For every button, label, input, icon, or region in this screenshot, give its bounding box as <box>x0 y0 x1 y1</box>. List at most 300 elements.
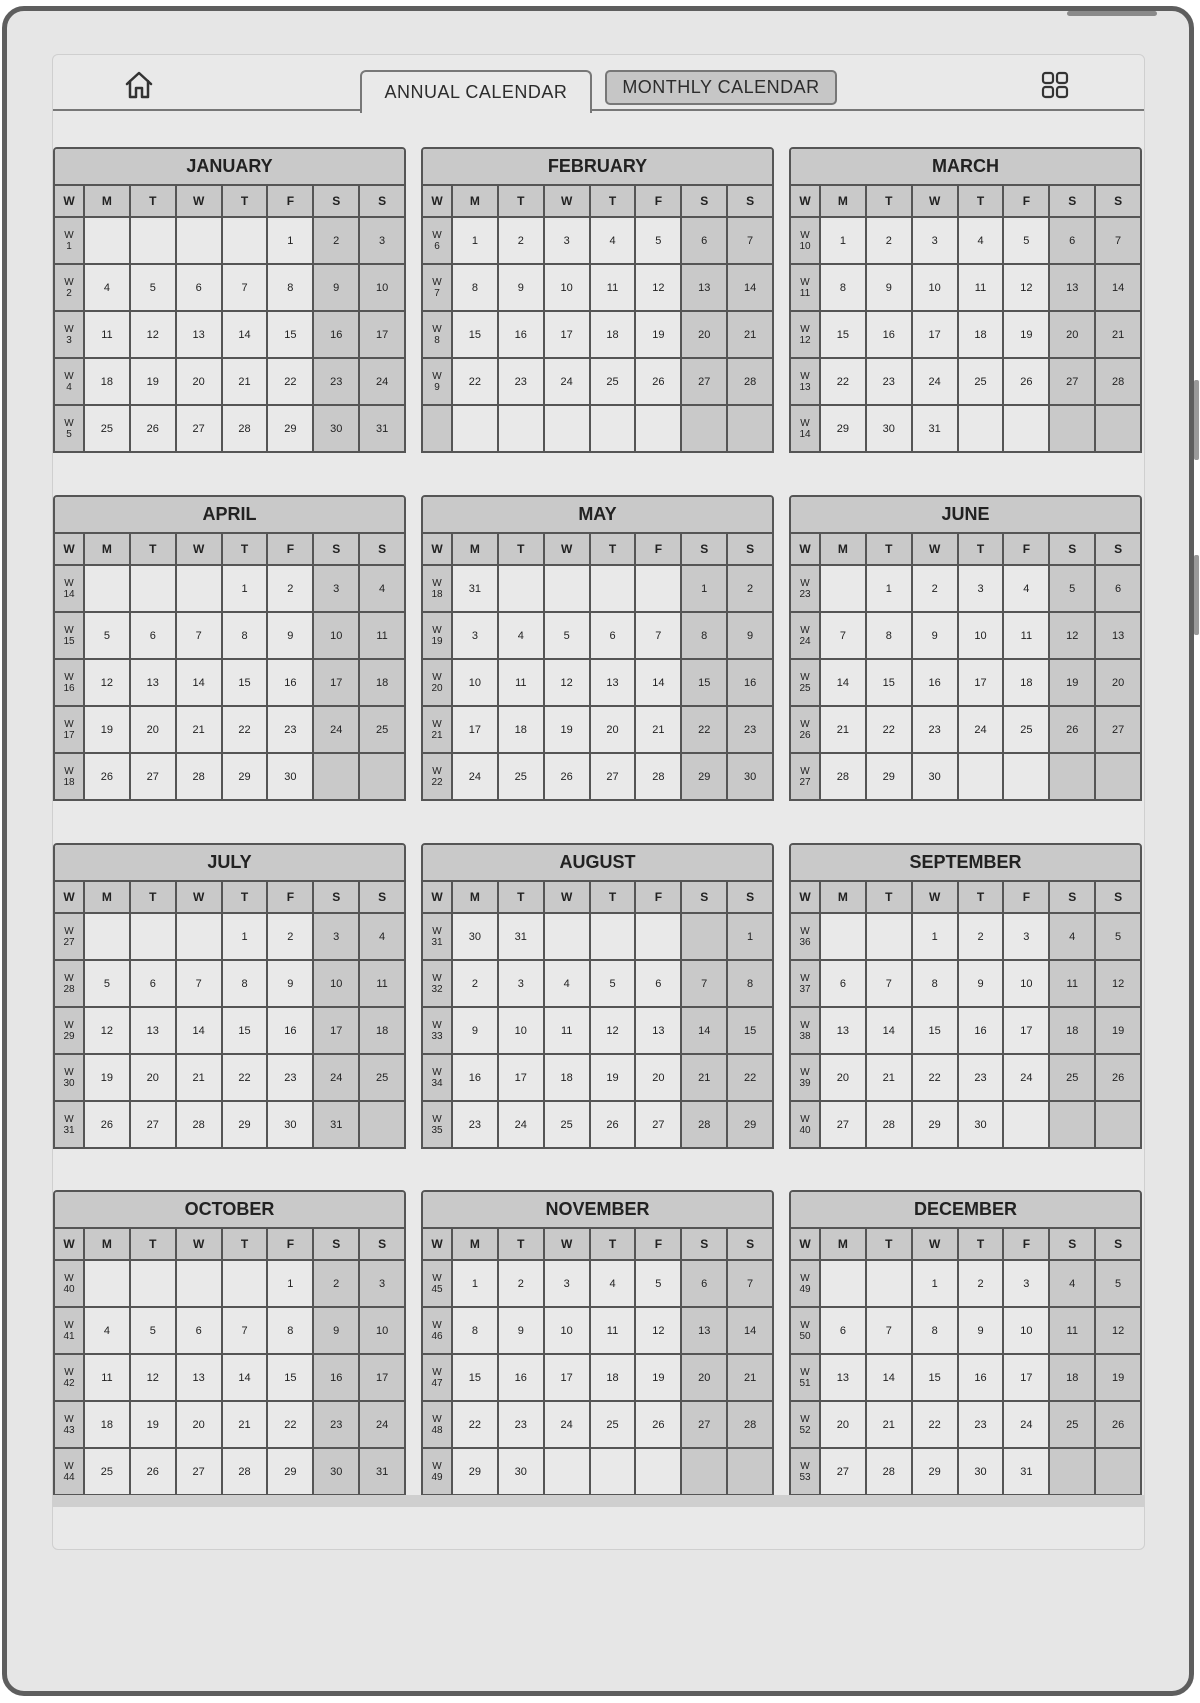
day-cell[interactable]: 9 <box>867 265 913 310</box>
day-cell[interactable]: 20 <box>177 359 223 404</box>
week-number[interactable] <box>55 1261 85 1306</box>
day-cell[interactable]: 6 <box>177 265 223 310</box>
day-cell[interactable]: 28 <box>821 754 867 799</box>
day-cell[interactable] <box>177 1261 223 1306</box>
day-cell[interactable]: 5 <box>636 1261 682 1306</box>
day-cell[interactable]: 28 <box>867 1449 913 1494</box>
day-cell[interactable]: 2 <box>268 566 314 611</box>
day-cell[interactable]: 27 <box>821 1449 867 1494</box>
day-cell[interactable] <box>545 566 591 611</box>
day-cell[interactable] <box>177 914 223 959</box>
month-january[interactable] <box>53 147 406 453</box>
day-cell[interactable]: 9 <box>499 1308 545 1353</box>
day-cell[interactable]: 25 <box>360 1055 404 1100</box>
day-cell[interactable]: 16 <box>314 1355 360 1400</box>
day-cell[interactable] <box>1004 1102 1050 1147</box>
day-cell[interactable]: 11 <box>959 265 1005 310</box>
day-cell[interactable] <box>1096 1102 1140 1147</box>
day-cell[interactable]: 7 <box>728 1261 772 1306</box>
day-cell[interactable]: 24 <box>360 359 404 404</box>
home-icon[interactable] <box>123 69 155 101</box>
day-cell[interactable]: 11 <box>499 660 545 705</box>
day-cell[interactable]: 14 <box>728 1308 772 1353</box>
day-cell[interactable]: 1 <box>453 218 499 263</box>
day-cell[interactable] <box>360 754 404 799</box>
day-cell[interactable]: 17 <box>360 312 404 357</box>
day-cell[interactable]: 24 <box>545 1402 591 1447</box>
day-cell[interactable]: 25 <box>1004 707 1050 752</box>
day-cell[interactable]: 27 <box>682 359 728 404</box>
day-cell[interactable]: 17 <box>360 1355 404 1400</box>
day-cell[interactable]: 30 <box>499 1449 545 1494</box>
day-cell[interactable] <box>499 406 545 451</box>
day-cell[interactable]: 11 <box>360 961 404 1006</box>
week-number[interactable] <box>791 1102 821 1147</box>
day-cell[interactable]: 24 <box>545 359 591 404</box>
day-cell[interactable]: 13 <box>131 660 177 705</box>
day-cell[interactable]: 26 <box>636 1402 682 1447</box>
week-number[interactable] <box>55 707 85 752</box>
day-cell[interactable] <box>453 406 499 451</box>
day-cell[interactable]: 17 <box>1004 1008 1050 1053</box>
day-cell[interactable]: 5 <box>1050 566 1096 611</box>
day-cell[interactable]: 29 <box>682 754 728 799</box>
day-cell[interactable]: 9 <box>453 1008 499 1053</box>
day-cell[interactable] <box>636 1449 682 1494</box>
day-cell[interactable]: 12 <box>131 1355 177 1400</box>
day-cell[interactable] <box>959 754 1005 799</box>
day-cell[interactable]: 23 <box>268 707 314 752</box>
day-cell[interactable]: 25 <box>959 359 1005 404</box>
day-cell[interactable]: 23 <box>959 1055 1005 1100</box>
week-number[interactable] <box>791 1308 821 1353</box>
day-cell[interactable]: 22 <box>913 1055 959 1100</box>
day-cell[interactable]: 3 <box>453 613 499 658</box>
day-cell[interactable]: 29 <box>223 1102 269 1147</box>
day-cell[interactable]: 11 <box>360 613 404 658</box>
day-cell[interactable]: 11 <box>1004 613 1050 658</box>
day-cell[interactable]: 11 <box>1050 961 1096 1006</box>
day-cell[interactable]: 22 <box>913 1402 959 1447</box>
week-number[interactable] <box>423 754 453 799</box>
day-cell[interactable]: 26 <box>591 1102 637 1147</box>
day-cell[interactable] <box>1004 754 1050 799</box>
day-cell[interactable] <box>867 1261 913 1306</box>
day-cell[interactable]: 23 <box>913 707 959 752</box>
day-cell[interactable]: 20 <box>177 1402 223 1447</box>
day-cell[interactable]: 2 <box>268 914 314 959</box>
day-cell[interactable] <box>499 566 545 611</box>
week-number[interactable] <box>55 754 85 799</box>
day-cell[interactable]: 18 <box>1050 1355 1096 1400</box>
day-cell[interactable]: 30 <box>913 754 959 799</box>
day-cell[interactable]: 12 <box>636 1308 682 1353</box>
day-cell[interactable]: 8 <box>453 1308 499 1353</box>
day-cell[interactable]: 29 <box>913 1449 959 1494</box>
day-cell[interactable]: 19 <box>636 312 682 357</box>
day-cell[interactable]: 6 <box>1096 566 1140 611</box>
day-cell[interactable]: 21 <box>636 707 682 752</box>
day-cell[interactable]: 4 <box>85 265 131 310</box>
week-number[interactable] <box>791 1402 821 1447</box>
day-cell[interactable]: 31 <box>360 1449 404 1494</box>
day-cell[interactable]: 29 <box>913 1102 959 1147</box>
day-cell[interactable] <box>1096 754 1140 799</box>
day-cell[interactable]: 3 <box>360 1261 404 1306</box>
day-cell[interactable]: 8 <box>223 961 269 1006</box>
day-cell[interactable]: 25 <box>85 406 131 451</box>
month-title[interactable]: NOVEMBER <box>423 1192 772 1229</box>
week-number[interactable] <box>55 218 85 263</box>
week-number[interactable] <box>55 1402 85 1447</box>
week-number[interactable] <box>423 1055 453 1100</box>
month-december[interactable] <box>789 1190 1142 1496</box>
day-cell[interactable]: 30 <box>314 1449 360 1494</box>
month-title[interactable]: OCTOBER <box>55 1192 404 1229</box>
day-cell[interactable]: 24 <box>453 754 499 799</box>
day-cell[interactable]: 15 <box>728 1008 772 1053</box>
day-cell[interactable]: 7 <box>821 613 867 658</box>
day-cell[interactable]: 30 <box>959 1449 1005 1494</box>
day-cell[interactable]: 19 <box>1096 1008 1140 1053</box>
week-number[interactable] <box>423 1355 453 1400</box>
week-number[interactable] <box>55 1449 85 1494</box>
day-cell[interactable] <box>177 218 223 263</box>
day-cell[interactable]: 5 <box>1096 914 1140 959</box>
day-cell[interactable]: 3 <box>545 218 591 263</box>
day-cell[interactable] <box>728 406 772 451</box>
day-cell[interactable]: 31 <box>453 566 499 611</box>
day-cell[interactable]: 10 <box>360 265 404 310</box>
day-cell[interactable] <box>591 566 637 611</box>
day-cell[interactable]: 16 <box>867 312 913 357</box>
day-cell[interactable]: 7 <box>867 961 913 1006</box>
month-title[interactable]: MAY <box>423 497 772 534</box>
day-cell[interactable]: 9 <box>268 613 314 658</box>
day-cell[interactable]: 19 <box>131 1402 177 1447</box>
day-cell[interactable]: 28 <box>728 359 772 404</box>
day-cell[interactable] <box>545 914 591 959</box>
day-cell[interactable]: 31 <box>913 406 959 451</box>
week-number[interactable] <box>791 660 821 705</box>
day-cell[interactable]: 30 <box>728 754 772 799</box>
day-cell[interactable]: 15 <box>913 1355 959 1400</box>
week-number[interactable] <box>55 914 85 959</box>
month-title[interactable]: JANUARY <box>55 149 404 186</box>
day-cell[interactable]: 7 <box>1096 218 1140 263</box>
day-cell[interactable]: 3 <box>360 218 404 263</box>
week-number[interactable] <box>55 1355 85 1400</box>
day-cell[interactable]: 28 <box>867 1102 913 1147</box>
week-number[interactable] <box>791 1261 821 1306</box>
day-cell[interactable]: 18 <box>545 1055 591 1100</box>
day-cell[interactable]: 21 <box>177 707 223 752</box>
day-cell[interactable]: 22 <box>268 359 314 404</box>
day-cell[interactable] <box>682 914 728 959</box>
day-cell[interactable]: 8 <box>682 613 728 658</box>
day-cell[interactable]: 9 <box>959 961 1005 1006</box>
day-cell[interactable]: 17 <box>959 660 1005 705</box>
day-cell[interactable]: 28 <box>1096 359 1140 404</box>
week-number[interactable] <box>423 613 453 658</box>
day-cell[interactable]: 12 <box>131 312 177 357</box>
week-number[interactable] <box>423 1402 453 1447</box>
day-cell[interactable]: 9 <box>728 613 772 658</box>
day-cell[interactable]: 8 <box>268 265 314 310</box>
day-cell[interactable]: 12 <box>1004 265 1050 310</box>
day-cell[interactable]: 12 <box>85 1008 131 1053</box>
day-cell[interactable]: 7 <box>636 613 682 658</box>
week-number[interactable] <box>423 265 453 310</box>
day-cell[interactable]: 15 <box>682 660 728 705</box>
day-cell[interactable]: 19 <box>1050 660 1096 705</box>
day-cell[interactable]: 8 <box>913 961 959 1006</box>
day-cell[interactable]: 18 <box>1050 1008 1096 1053</box>
day-cell[interactable] <box>821 914 867 959</box>
day-cell[interactable]: 4 <box>1050 1261 1096 1306</box>
day-cell[interactable]: 19 <box>545 707 591 752</box>
day-cell[interactable]: 20 <box>821 1055 867 1100</box>
day-cell[interactable]: 21 <box>728 312 772 357</box>
day-cell[interactable]: 4 <box>591 1261 637 1306</box>
day-cell[interactable]: 15 <box>453 1355 499 1400</box>
day-cell[interactable]: 29 <box>728 1102 772 1147</box>
day-cell[interactable]: 26 <box>131 406 177 451</box>
week-number[interactable] <box>423 566 453 611</box>
week-number[interactable] <box>55 961 85 1006</box>
day-cell[interactable] <box>1050 754 1096 799</box>
day-cell[interactable]: 16 <box>499 312 545 357</box>
day-cell[interactable]: 7 <box>682 961 728 1006</box>
day-cell[interactable]: 5 <box>85 961 131 1006</box>
day-cell[interactable]: 22 <box>453 359 499 404</box>
day-cell[interactable]: 23 <box>314 1402 360 1447</box>
day-cell[interactable]: 1 <box>223 566 269 611</box>
day-cell[interactable]: 21 <box>867 1055 913 1100</box>
day-cell[interactable]: 18 <box>591 312 637 357</box>
day-cell[interactable]: 14 <box>867 1008 913 1053</box>
day-cell[interactable]: 14 <box>867 1355 913 1400</box>
day-cell[interactable]: 29 <box>223 754 269 799</box>
day-cell[interactable]: 8 <box>453 265 499 310</box>
day-cell[interactable]: 24 <box>1004 1055 1050 1100</box>
day-cell[interactable]: 23 <box>314 359 360 404</box>
day-cell[interactable]: 4 <box>360 914 404 959</box>
day-cell[interactable]: 23 <box>499 1402 545 1447</box>
day-cell[interactable]: 18 <box>360 1008 404 1053</box>
day-cell[interactable]: 19 <box>1096 1355 1140 1400</box>
day-cell[interactable]: 12 <box>545 660 591 705</box>
day-cell[interactable]: 28 <box>177 1102 223 1147</box>
day-cell[interactable] <box>545 1449 591 1494</box>
day-cell[interactable] <box>85 914 131 959</box>
day-cell[interactable] <box>867 914 913 959</box>
day-cell[interactable]: 29 <box>268 406 314 451</box>
day-cell[interactable]: 4 <box>499 613 545 658</box>
day-cell[interactable]: 13 <box>1096 613 1140 658</box>
day-cell[interactable]: 20 <box>131 707 177 752</box>
day-cell[interactable]: 14 <box>728 265 772 310</box>
week-number[interactable] <box>791 707 821 752</box>
month-july[interactable] <box>53 843 406 1149</box>
day-cell[interactable]: 15 <box>223 1008 269 1053</box>
day-cell[interactable]: 2 <box>499 1261 545 1306</box>
day-cell[interactable]: 25 <box>360 707 404 752</box>
week-number[interactable] <box>423 312 453 357</box>
day-cell[interactable]: 25 <box>591 1402 637 1447</box>
grid-icon[interactable] <box>1041 71 1069 99</box>
day-cell[interactable] <box>314 754 360 799</box>
day-cell[interactable]: 19 <box>85 707 131 752</box>
month-title[interactable]: DECEMBER <box>791 1192 1140 1229</box>
day-cell[interactable]: 3 <box>545 1261 591 1306</box>
day-cell[interactable]: 27 <box>131 1102 177 1147</box>
day-cell[interactable]: 4 <box>360 566 404 611</box>
day-cell[interactable]: 5 <box>1096 1261 1140 1306</box>
day-cell[interactable]: 24 <box>959 707 1005 752</box>
day-cell[interactable]: 12 <box>1050 613 1096 658</box>
day-cell[interactable]: 19 <box>636 1355 682 1400</box>
day-cell[interactable]: 2 <box>959 1261 1005 1306</box>
day-cell[interactable]: 18 <box>85 1402 131 1447</box>
day-cell[interactable]: 21 <box>867 1402 913 1447</box>
day-cell[interactable]: 10 <box>1004 1308 1050 1353</box>
day-cell[interactable]: 29 <box>867 754 913 799</box>
day-cell[interactable]: 14 <box>223 1355 269 1400</box>
day-cell[interactable] <box>85 218 131 263</box>
day-cell[interactable]: 22 <box>268 1402 314 1447</box>
day-cell[interactable]: 25 <box>1050 1055 1096 1100</box>
week-number[interactable] <box>55 359 85 404</box>
day-cell[interactable]: 9 <box>314 265 360 310</box>
day-cell[interactable]: 10 <box>453 660 499 705</box>
day-cell[interactable]: 1 <box>268 1261 314 1306</box>
day-cell[interactable]: 6 <box>591 613 637 658</box>
day-cell[interactable]: 10 <box>959 613 1005 658</box>
day-cell[interactable]: 13 <box>821 1355 867 1400</box>
day-cell[interactable]: 10 <box>913 265 959 310</box>
day-cell[interactable]: 26 <box>1096 1402 1140 1447</box>
day-cell[interactable]: 16 <box>499 1355 545 1400</box>
day-cell[interactable]: 20 <box>821 1402 867 1447</box>
day-cell[interactable]: 6 <box>177 1308 223 1353</box>
day-cell[interactable] <box>591 914 637 959</box>
day-cell[interactable]: 30 <box>268 1102 314 1147</box>
day-cell[interactable] <box>360 1102 404 1147</box>
day-cell[interactable]: 31 <box>314 1102 360 1147</box>
day-cell[interactable] <box>1050 1449 1096 1494</box>
day-cell[interactable]: 2 <box>314 218 360 263</box>
day-cell[interactable] <box>821 566 867 611</box>
day-cell[interactable]: 2 <box>314 1261 360 1306</box>
day-cell[interactable]: 3 <box>959 566 1005 611</box>
day-cell[interactable] <box>959 406 1005 451</box>
day-cell[interactable]: 25 <box>545 1102 591 1147</box>
day-cell[interactable]: 10 <box>314 961 360 1006</box>
day-cell[interactable]: 9 <box>959 1308 1005 1353</box>
day-cell[interactable]: 2 <box>728 566 772 611</box>
day-cell[interactable]: 20 <box>1050 312 1096 357</box>
week-number[interactable] <box>55 1008 85 1053</box>
day-cell[interactable]: 4 <box>591 218 637 263</box>
week-number[interactable] <box>55 1308 85 1353</box>
day-cell[interactable]: 16 <box>959 1008 1005 1053</box>
day-cell[interactable]: 18 <box>959 312 1005 357</box>
day-cell[interactable]: 22 <box>223 707 269 752</box>
day-cell[interactable]: 11 <box>1050 1308 1096 1353</box>
day-cell[interactable]: 22 <box>682 707 728 752</box>
week-number[interactable] <box>423 707 453 752</box>
day-cell[interactable]: 21 <box>223 1402 269 1447</box>
day-cell[interactable]: 24 <box>360 1402 404 1447</box>
day-cell[interactable]: 27 <box>591 754 637 799</box>
day-cell[interactable]: 6 <box>821 1308 867 1353</box>
day-cell[interactable] <box>545 406 591 451</box>
day-cell[interactable]: 22 <box>223 1055 269 1100</box>
day-cell[interactable]: 14 <box>682 1008 728 1053</box>
week-number[interactable] <box>55 1102 85 1147</box>
week-number[interactable] <box>791 312 821 357</box>
day-cell[interactable]: 18 <box>85 359 131 404</box>
day-cell[interactable]: 10 <box>314 613 360 658</box>
week-number[interactable] <box>423 218 453 263</box>
day-cell[interactable]: 18 <box>499 707 545 752</box>
day-cell[interactable]: 30 <box>314 406 360 451</box>
day-cell[interactable]: 10 <box>1004 961 1050 1006</box>
day-cell[interactable]: 16 <box>453 1055 499 1100</box>
day-cell[interactable]: 5 <box>1004 218 1050 263</box>
week-number[interactable] <box>791 613 821 658</box>
day-cell[interactable]: 21 <box>177 1055 223 1100</box>
day-cell[interactable]: 13 <box>1050 265 1096 310</box>
day-cell[interactable]: 8 <box>728 961 772 1006</box>
day-cell[interactable]: 15 <box>913 1008 959 1053</box>
day-cell[interactable]: 20 <box>636 1055 682 1100</box>
day-cell[interactable]: 19 <box>85 1055 131 1100</box>
week-number[interactable] <box>423 1261 453 1306</box>
month-february[interactable] <box>421 147 774 453</box>
day-cell[interactable]: 5 <box>591 961 637 1006</box>
week-number[interactable] <box>423 1449 453 1494</box>
day-cell[interactable]: 28 <box>223 406 269 451</box>
month-may[interactable] <box>421 495 774 801</box>
day-cell[interactable]: 6 <box>636 961 682 1006</box>
week-number[interactable] <box>423 914 453 959</box>
month-october[interactable] <box>53 1190 406 1496</box>
week-number[interactable] <box>791 961 821 1006</box>
day-cell[interactable]: 17 <box>314 1008 360 1053</box>
day-cell[interactable]: 1 <box>223 914 269 959</box>
day-cell[interactable]: 8 <box>821 265 867 310</box>
month-august[interactable] <box>421 843 774 1149</box>
day-cell[interactable]: 30 <box>867 406 913 451</box>
day-cell[interactable]: 6 <box>821 961 867 1006</box>
day-cell[interactable]: 13 <box>821 1008 867 1053</box>
day-cell[interactable]: 15 <box>453 312 499 357</box>
day-cell[interactable]: 24 <box>499 1102 545 1147</box>
day-cell[interactable]: 15 <box>867 660 913 705</box>
day-cell[interactable]: 9 <box>913 613 959 658</box>
day-cell[interactable]: 23 <box>959 1402 1005 1447</box>
day-cell[interactable]: 22 <box>453 1402 499 1447</box>
week-number[interactable] <box>423 660 453 705</box>
day-cell[interactable]: 13 <box>131 1008 177 1053</box>
week-number[interactable] <box>55 613 85 658</box>
day-cell[interactable] <box>131 218 177 263</box>
day-cell[interactable]: 22 <box>821 359 867 404</box>
day-cell[interactable]: 29 <box>268 1449 314 1494</box>
week-number[interactable] <box>423 1308 453 1353</box>
